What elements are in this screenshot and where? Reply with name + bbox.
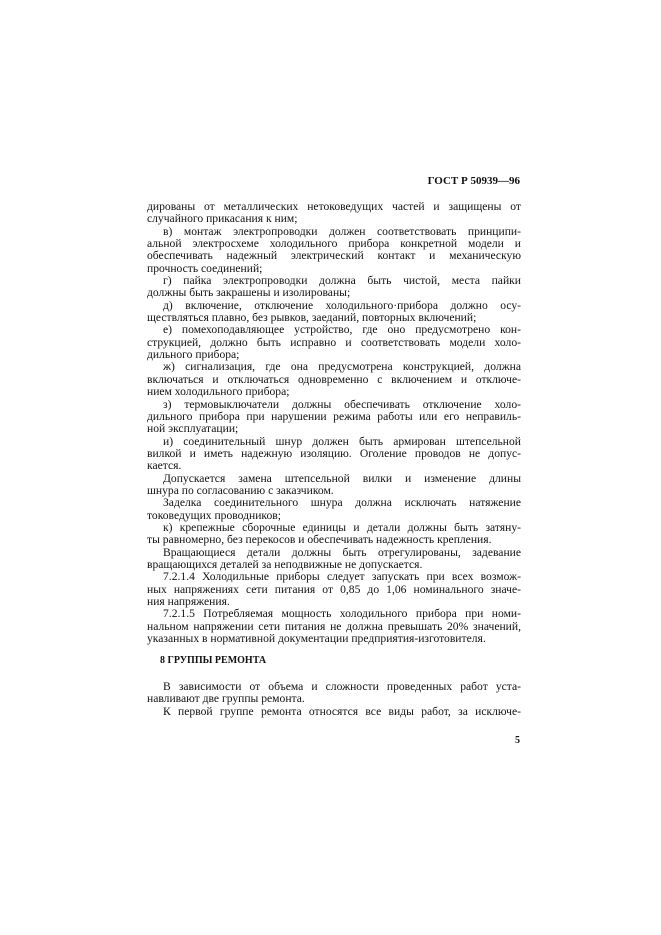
text-line: указанных в нормативной документации предприятия-изготовителя. xyxy=(147,632,486,646)
page-number: 5 xyxy=(515,735,520,746)
text-line: Вращающиеся детали должны быть отрегулированы, задевание xyxy=(163,545,521,559)
section-heading: 8 ГРУППЫ РЕМОНТА xyxy=(160,655,267,666)
text-line: должны быть закрашены и изолированы; xyxy=(147,286,351,300)
text-line: и) соединительный шнур должен быть армирован штепсельной xyxy=(163,434,521,448)
text-line: ществляться плавно, без рывков, заеданий, повторных включений; xyxy=(147,311,477,325)
text-line: вилкой и иметь надежную изоляцию. Оголение проводов не допус- xyxy=(147,446,521,460)
text-line: В зависимости от объема и сложности проведенных работ уста- xyxy=(163,680,521,693)
text-line: Заделка соединительного шнура должна исключать натяжение xyxy=(163,496,521,510)
text-line: ж) сигнализация, где она предусмотрена конструкцией, должна xyxy=(163,360,521,374)
text-line: струкцией, должно быть исправно и соответствовать модели холо- xyxy=(147,335,521,349)
text-line: дированы от металлических нетоковедущих частей и защищены от xyxy=(147,200,521,213)
text-line: Допускается замена штепсельной вилки и изменение длины xyxy=(163,471,521,485)
text-line: включаться и отключаться одновременно с включением и отключе- xyxy=(147,372,521,386)
text-line: 7.2.1.5 Потребляемая мощность холодильного прибора при номи- xyxy=(163,607,521,621)
text-line: К первой группе ремонта относятся все виды работ, за исключе- xyxy=(163,704,521,718)
text-line: ной эксплуатации; xyxy=(147,422,239,436)
text-line: е) помехоподавляющее устройство, где оно предусмотрено кон- xyxy=(163,323,521,337)
text-line: з) термовыключатели должны обеспечивать отключение холо- xyxy=(163,397,521,411)
text-line: альной электросхеме холодильного прибора конкретной модели и xyxy=(147,237,521,251)
text-line: случайного прикасания к ним; xyxy=(147,212,298,226)
text-line: дильного прибора; xyxy=(147,348,240,362)
text-line: кается. xyxy=(147,459,182,473)
text-line: навливают две группы ремонта. xyxy=(147,692,305,706)
text-line: вращающихся деталей за неподвижные не допускается. xyxy=(147,557,423,571)
text-line: д) включение, отключение холодильного·прибора должно осу- xyxy=(163,298,521,312)
section-body-text xyxy=(147,681,521,718)
text-line: нальном напряжении сети питания не должна превышать 20% значений, xyxy=(147,619,521,633)
text-line: г) пайка электропроводки должна быть чистой, места пайки xyxy=(163,274,521,288)
text-line: ных напряжениях сети питания от 0,85 до 1,06 номинального значе- xyxy=(147,582,521,596)
body-text xyxy=(147,201,521,645)
text-line: прочность соединений; xyxy=(147,261,263,275)
text-line: к) крепежные сборочные единицы и детали должны быть затяну- xyxy=(163,520,521,534)
document-header: ГОСТ Р 50939—96 xyxy=(427,175,520,187)
text-line: ния напряжения. xyxy=(147,595,230,608)
text-line: токоведущих проводников; xyxy=(147,508,281,522)
text-line: обеспечивать надежный электрический контакт и механическую xyxy=(147,249,521,263)
text-line: 7.2.1.4 Холодильные приборы следует запускать при всех возмож- xyxy=(163,570,521,584)
text-line: ты равномерно, без перекосов и обеспечивать надежность крепления. xyxy=(147,533,492,547)
text-line: дильного прибора при нарушении режима работы или его неправиль- xyxy=(147,409,521,423)
text-line: нием холодильного прибора; xyxy=(147,385,290,399)
text-line: в) монтаж электропроводки должен соответствовать принципи- xyxy=(163,224,521,238)
text-line: шнура по согласованию с заказчиком. xyxy=(147,483,334,497)
